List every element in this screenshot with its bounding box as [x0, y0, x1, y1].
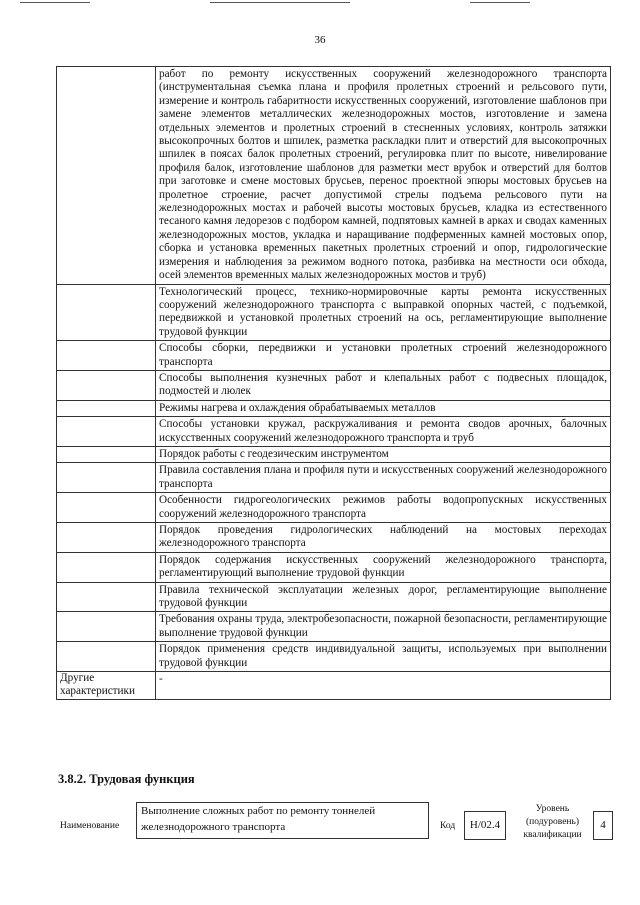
- left-cell: [57, 642, 156, 672]
- top-border-right: [470, 2, 530, 3]
- left-cell: [57, 523, 156, 553]
- table-cell: работ по ремонту искусственных сооружений железнодорожного транспорта (инструментальная съемка плана и профиля пролетных строений и рельсового пути, измерение и контроль габаритности искусственных сооружений, изготовление шаблонов при замене элементов металлических железнодорожных мостов, изготовление и замена отдельных элементов и пролетных строений в стесненных условиях, контроль затяжки высокопрочных болтов и шпилек, разметка раскладки плит и отверстий для высокопрочных шпилек в поясах балок пролетных строений, регулировка плит по высоте, нивелирование профиля балок, изготовление шаблонов для разметки мест врубок и отверстий для болтов при заготовке и смене мостовых брусьев, перенос проектной эпюры мостовых брусьев на пролетное строение, расчет допустимой стрелы подъема рельсового пути на железнодорожных мостах и рабочей высоты мостовых брусьев, кладка из естественного тесаного камня ледорезов с подбором камней, подпятовых камней в арках и сводах каменных железнодорожных мостов, укладка и наращивание подферменных камней мостовых опор, сборка и установка временных пакетных пролетных строений и опор, гидрологические измерения и наблюдения за режимом водного потока, разбивка на местности оси обхода, осей элементов временных малых железнодорожных мостов и труб): [156, 67, 611, 285]
- left-cell: [57, 446, 156, 462]
- left-cell: [57, 552, 156, 582]
- table-cell: Порядок проведения гидрологических наблюдений на мостовых переходах железнодорожного транспорта: [156, 523, 611, 553]
- table-cell: Режимы нагрева и охлаждения обрабатываемых металлов: [156, 400, 611, 416]
- left-cell: [57, 370, 156, 400]
- table-cell: Способы выполнения кузнечных работ и клепальных работ с подвесных площадок, подмостей и люлек: [156, 370, 611, 400]
- left-cell: [57, 612, 156, 642]
- table-row: [57, 341, 611, 371]
- table-row: [57, 463, 611, 493]
- table-cell: Правила составления плана и профиля пути и искусственных сооружений железнодорожного транспорта: [156, 463, 611, 493]
- table-cell: Способы сборки, передвижки и установки пролетных строений железнодорожного транспорта: [156, 341, 611, 371]
- left-cell: [57, 284, 156, 341]
- function-header: [58, 800, 618, 870]
- left-cell: [57, 417, 156, 447]
- table-row: [57, 582, 611, 612]
- name-label: Наименование: [60, 821, 120, 831]
- table-row: [57, 523, 611, 553]
- table-cell: Порядок применения средств индивидуальной защиты, используемых при выполнении трудовой функции: [156, 642, 611, 672]
- knowledge-table: [56, 66, 611, 700]
- other-characteristics-label: Другие характеристики: [57, 672, 156, 700]
- table-cell: Особенности гидрогеологических режимов работы водопропускных искусственных сооружений железнодорожного транспорта: [156, 493, 611, 523]
- code-value: Н/02.4: [464, 811, 506, 840]
- level-label: Уровень (подуровень) квалификации: [523, 804, 582, 840]
- table-cell: Технологический процесс, технико-нормировочные карты ремонта искусственных сооружений железнодорожного транспорта с выправкой опорных частей, с подъемкой, передвижкой и установкой пролетных строений на ось, регламентирующие выполнение трудовой функции: [156, 284, 611, 341]
- left-cell: [57, 463, 156, 493]
- table-row: [57, 642, 611, 672]
- left-cell: [57, 67, 156, 285]
- page-number: 36: [314, 34, 326, 46]
- table-row: [57, 612, 611, 642]
- table-row: [57, 284, 611, 341]
- table-cell: Требования охраны труда, электробезопасности, пожарной безопасности, регламентирующие выполнение трудовой функции: [156, 612, 611, 642]
- table-cell: Правила технической эксплуатации железных дорог, регламентирующие выполнение трудовой функции: [156, 582, 611, 612]
- table-cell: Порядок работы с геодезическим инструментом: [156, 446, 611, 462]
- left-cell: [57, 341, 156, 371]
- table-row: [57, 417, 611, 447]
- table-row: [57, 493, 611, 523]
- table-row: [57, 370, 611, 400]
- table-row: [57, 67, 611, 285]
- section-title: 3.8.2. Трудовая функция: [58, 772, 195, 786]
- table-row: [57, 400, 611, 416]
- other-characteristics-value: -: [156, 672, 611, 700]
- code-label: Код: [440, 821, 456, 831]
- left-cell: [57, 493, 156, 523]
- level-value: 4: [593, 811, 613, 840]
- left-cell: [57, 582, 156, 612]
- table-row: [57, 446, 611, 462]
- name-value: Выполнение сложных работ по ремонту тоннелей железнодорожного транспорта: [136, 802, 429, 839]
- top-border-left: [20, 2, 90, 3]
- table-cell: Порядок содержания искусственных сооружений железнодорожного транспорта, регламентирующий выполнение трудовой функции: [156, 552, 611, 582]
- table-row-other: [57, 672, 611, 700]
- top-border-mid: [210, 2, 350, 3]
- left-cell: [57, 400, 156, 416]
- table-cell: Способы установки кружал, раскружаливания и ремонта сводов арочных, балочных искусственных сооружений железнодорожного транспорта и труб: [156, 417, 611, 447]
- table-row: [57, 552, 611, 582]
